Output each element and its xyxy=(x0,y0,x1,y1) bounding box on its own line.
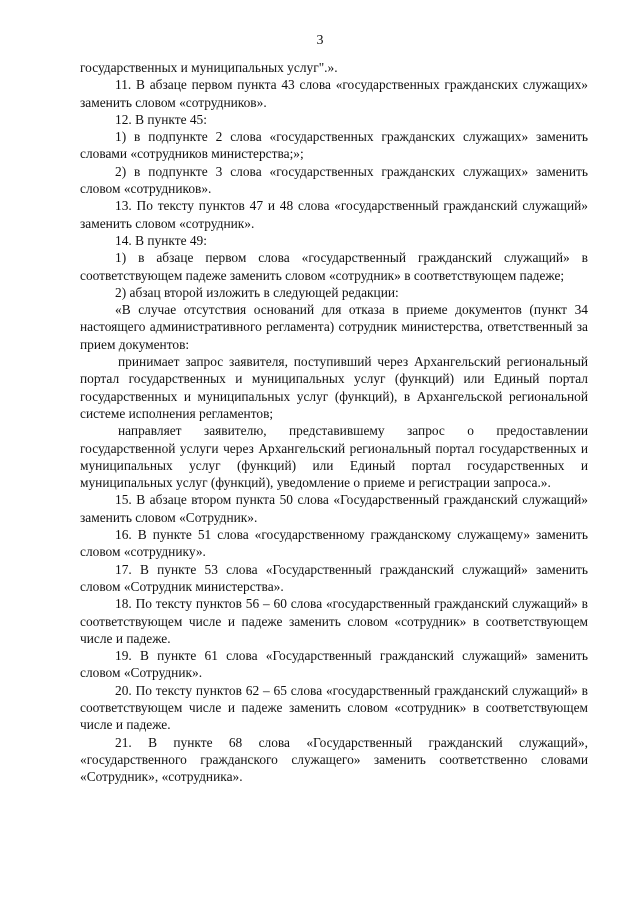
paragraph-item-20: 20. По тексту пунктов 62 – 65 слова «государственный гражданский служащий» в соответствующем числе и падеже заменить словом «сотрудник» в соответствующем числе и падеже. xyxy=(80,682,588,733)
paragraph-item-19: 19. В пункте 61 слова «Государственный гражданский служащий» заменить словом «Сотрудник». xyxy=(80,648,588,681)
paragraph-item-14-sub-2: 2) абзац второй изложить в следующей редакции: xyxy=(115,284,399,300)
paragraph-0: государственных и муниципальных услуг".». xyxy=(80,60,338,75)
paragraph-quote-intro: «В случае отсутствия оснований для отказа в приеме документов (пункт 34 настоящего административного регламента) сотрудник министерства, ответственный за прием документов: xyxy=(80,302,588,352)
paragraph-item-17: 17. В пункте 53 слова «Государственный гражданский служащий» заменить словом «Сотрудник министерства». xyxy=(80,561,588,594)
paragraph-item-12-sub-1: 1) в подпункте 2 слова «государственных гражданских служащих» заменить словами «сотрудников министерства;»; xyxy=(80,129,588,162)
paragraph-item-21: 21. В пункте 68 слова «Государственный гражданский служащий», «государственного гражданского служащего» заменить соответственно словами «Сотрудник», «сотрудника». xyxy=(80,734,588,785)
document-body xyxy=(80,59,588,785)
paragraph-quote-sends: направляет заявителю, представившему запрос о предоставлении государственной услуги через Архангельский региональный портал государственных и муниципальных услуг (функций) или Единый портал государственных и муниципальных услуг (функций), уведомление о приеме и регистрации запроса.». xyxy=(80,423,588,491)
paragraph-item-14-sub-1: 1) в абзаце первом слова «государственный гражданский служащий» в соответствующем падеже заменить словом «сотрудник» в соответствующем падеже; xyxy=(80,250,588,283)
paragraph-quote-accepts: принимает запрос заявителя, поступивший через Архангельский региональный портал государственных и муниципальных услуг (функций) или Единый портал государственных и муниципальных услуг (функций), в Архангельской региональной системе исполнения регламентов; xyxy=(80,354,588,421)
paragraph-item-12: 12. В пункте 45: xyxy=(115,111,207,127)
paragraph-item-15: 15. В абзаце втором пункта 50 слова «Государственный гражданский служащий» заменить словом «Сотрудник». xyxy=(80,492,588,525)
paragraph-item-13: 13. По тексту пунктов 47 и 48 слова «государственный гражданский служащий» заменить словом «сотрудник». xyxy=(80,198,588,231)
paragraph-item-12-sub-2: 2) в подпункте 3 слова «государственных гражданских служащих» заменить словом «сотрудников». xyxy=(80,163,588,197)
paragraph-item-14: 14. В пункте 49: xyxy=(115,232,207,248)
paragraph-item-18: 18. По тексту пунктов 56 – 60 слова «государственный гражданский служащий» в соответствующем числе и падеже заменить словом «сотрудник» в соответствующем числе и падеже. xyxy=(80,596,588,646)
paragraph-item-11: 11. В абзаце первом пункта 43 слова «государственных гражданских служащих» заменить словом «сотрудников». xyxy=(80,77,588,110)
paragraph-item-16: 16. В пункте 51 слова «государственному гражданскому служащему» заменить словом «сотруднику». xyxy=(80,527,588,560)
page-number: 3 xyxy=(316,33,324,48)
